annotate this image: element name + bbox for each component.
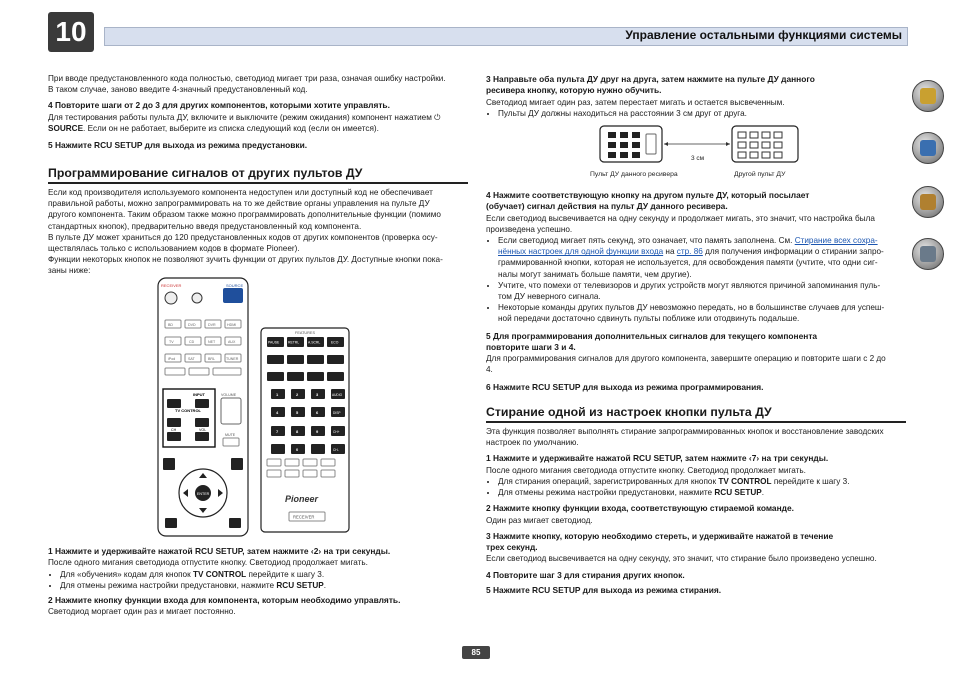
chapter-number: 10	[48, 12, 94, 52]
remote-num-6: 6	[316, 410, 319, 415]
r-step-6-heading: 6 Нажмите RCU SETUP для выхода из режима программирования.	[486, 381, 764, 392]
erase-step-3: 3 Нажмите кнопку, которую необходимо стереть, и удерживайте нажатой в течение	[486, 530, 834, 541]
remote-btn-tv: TV	[169, 340, 174, 344]
r-step-5-heading: 5 Для программирования дополнительных сигналов для текущего компонента	[486, 330, 818, 341]
r-step-4-bullet-3	[498, 302, 906, 324]
r-step-4-bullet-2	[498, 280, 906, 302]
remote-enter-label: ENTER	[197, 492, 210, 496]
r-step-4-text-2: произведена успешно.	[486, 224, 573, 234]
b-step-1-heading: 1 Нажмите и удерживайте нажатой RCU SETUP, затем нажмите ‹2› на три секунды.	[48, 546, 391, 556]
para-line-6: ществлялась только с использованием кодов в формате Pioneer).	[48, 244, 300, 254]
remote-mute-label: MUTE	[225, 433, 236, 437]
para-line-1: Если код производителя используемого компонента недоступен или доступный код не обеспечивает	[48, 188, 433, 197]
para-line-4: стандартных кнопок), предварительно введя предустановленный код компонента.	[48, 221, 362, 231]
b-step-2-heading: 2 Нажмите кнопку функции входа для компонента, которым необходимо управлять.	[48, 594, 401, 605]
r-bullet-1c: для получения информации о стирании запро-	[702, 247, 884, 257]
remote-ch-label: CH	[171, 428, 177, 432]
book-icon[interactable]	[912, 80, 944, 112]
r-step-3-bullet: • Пульты ДУ должны находиться на расстоянии 3 см друг от друга.	[498, 108, 906, 119]
r-bullet-3b: ной передачи достаточно сдвинуть пульты поближе или отодвинуть подальше.	[498, 314, 800, 324]
r-bullet-1e: налы могут занимать больше памяти, чем другие).	[498, 269, 692, 279]
b-step-1-text: После одного мигания светодиода отпустите кнопку. Светодиод продолжает мигать.	[48, 558, 368, 568]
remote-btn-dvd: DVD	[188, 323, 196, 327]
erase-rcu-setup-label: RCU SETUP	[714, 488, 762, 498]
remote-btn-aux: AUX	[228, 340, 236, 344]
remote-volume-label: VOLUME	[221, 393, 237, 397]
r-step-4-heading: 4 Нажмите соответствующую кнопку на другом пульте ДУ, который посылает	[486, 190, 810, 200]
right-column-top	[486, 74, 906, 119]
remote-btn-retrl: RETRL	[288, 340, 300, 345]
remote-vol-label: VOL	[199, 428, 207, 432]
remote-btn-cd: CD	[189, 340, 195, 344]
r-step-5-text-1: Для программирования сигналов для другого компонента, завершите операцию и повторите шаги с 2 до	[486, 354, 886, 364]
erase-all-link-1[interactable]: Стирание всех сохра-	[794, 236, 878, 245]
remote-btn-disp: DISP	[333, 411, 341, 415]
two-remotes-figure	[588, 122, 808, 184]
erase-step-3b: трех секунд.	[486, 542, 538, 553]
remote-receiver-plate: RECEIVER	[293, 514, 315, 520]
section-title-erase: Стирание одной из настроек кнопки пульта ДУ	[486, 405, 906, 423]
page-number: 85	[462, 646, 490, 659]
r-step-3-heading-b: ресивера кнопку, которую нужно обучить.	[486, 85, 662, 96]
settings-icon[interactable]	[912, 132, 944, 164]
b-step-1-bullet-1	[60, 569, 468, 580]
erase-step-1: 1 Нажмите и удерживайте нажатой RCU SETUP, затем нажмите ‹7› на три секунды.	[486, 453, 829, 464]
step-4-text-2	[48, 123, 468, 134]
page-title: Управление остальными функциями системы	[625, 28, 902, 42]
remote-num-0: 0	[296, 447, 299, 452]
distance-label: 3 см	[691, 155, 705, 162]
step-4-text-2b: . Если он не работает, выберите из списка следующий код (если он имеется).	[83, 123, 379, 133]
remote-tvcontrol-label: TV CONTROL	[175, 408, 201, 413]
erase-all-link-2[interactable]: нённых настроек для одной функции входа	[498, 247, 664, 257]
r-bullet-3a: Некоторые команды других пультов ДУ невозможно передать, но в большинстве случаев для успеш-	[498, 303, 885, 313]
remote-num-5: 5	[296, 410, 299, 415]
erase-step-1-bullet-2	[498, 487, 906, 498]
remote-btn-hdmi: HDMI	[227, 323, 237, 327]
r-step-4-bullet-1	[498, 235, 906, 280]
remote-btn-ascrl: A.SCRL	[308, 340, 321, 345]
remote-btn-pause: PAUSE	[268, 340, 280, 345]
r-step-3-heading: 3 Направьте оба пульта ДУ друг на друга, затем нажмите на пульте ДУ данного	[486, 74, 815, 84]
para-line-2: правильной работы, можно запрограммировать на то же действие органы управления на пульте ДУ	[48, 199, 430, 209]
erase-b2c: .	[761, 488, 764, 498]
remote-num-9: 9	[316, 429, 319, 434]
step-5-heading: 5 Нажмите RCU SETUP для выхода из режима предустановки.	[48, 140, 308, 151]
right-column-middle	[486, 190, 906, 393]
remote-btn-ch-minus: CH-	[333, 448, 339, 452]
remote-icon[interactable]	[912, 238, 944, 270]
left-section	[48, 166, 468, 277]
remote-num-2: 2	[296, 392, 299, 397]
remote-features-label: FEATURES	[295, 331, 315, 335]
remote-num-8: 8	[296, 429, 299, 434]
page-86-link[interactable]: стр. 86	[676, 247, 703, 257]
erase-b1a: Для стирания операций, зарегистрированных для кнопок	[498, 476, 719, 486]
erase-step-1-bullet-1	[498, 476, 906, 487]
r-step-4-text-1: Если светодиод высвечивается на одну секунду и продолжает мигать, это значит, что настройка была	[486, 213, 875, 223]
remote-btn-net: NET	[208, 340, 216, 344]
para-line-5: В пульте ДУ может храниться до 120 предустановленных кодов от других компонентов (проверка осу-	[48, 232, 438, 242]
remote-btn-bd: BD	[168, 323, 173, 327]
remote-source-label: SOURCE	[226, 283, 244, 288]
rcu-setup-label: RCU SETUP	[276, 580, 324, 590]
para-line-7: Функции некоторых кнопок не позволяют зучить функции от других пультов ДУ. Доступные кнопки пока-	[48, 255, 443, 265]
r-bullet-2b: том ДУ неверного сигнала.	[498, 292, 601, 302]
erase-step-2-text: Один раз мигает светодиод.	[486, 515, 593, 525]
r-step-5-heading-b: повторите шаги 3 и 4.	[486, 341, 576, 352]
erase-step-2: 2 Нажмите кнопку функции входа, соответствующую стираемой команде.	[486, 503, 794, 514]
remote-num-7: 7	[276, 429, 279, 434]
step-4-text-1: Для тестирования работы пульта ДУ, включите и выключите (режим ожидания) компонент нажатием ⏻	[48, 112, 441, 122]
erase-step-3-text: Если светодиод высвечивается на одну секунду, это значит, что стирание было произведено успешно.	[486, 554, 877, 564]
remote-illustration	[155, 276, 355, 538]
r-step-4-heading-b: (обучает) сигнал действия на пульт ДУ данного ресивера.	[486, 201, 728, 212]
r-bullet-2a: Учтите, что помехи от телевизоров и других устройств могут являются причиной запоминания пуль-	[498, 280, 881, 290]
right-section-erase	[486, 405, 906, 596]
left-column	[48, 73, 468, 151]
remote-brand-logo: Pioneer	[285, 494, 319, 504]
remote-input-label: INPUT	[193, 392, 205, 397]
help-icon[interactable]	[912, 186, 944, 218]
erase-para-1: Эта функция позволяет выполнять стирание запрограммированных кнопок и восстановление заводских	[486, 427, 884, 436]
remote-btn-audio: AUDIO	[332, 393, 343, 397]
tv-control-label: TV CONTROL	[192, 569, 247, 579]
erase-b1c: перейдите к шагу 3.	[771, 476, 850, 486]
erase-step-4: 4 Повторите шаг 3 для стирания других кнопок.	[486, 569, 685, 580]
erase-step-1-text: После одного мигания светодиода отпустите кнопку. Светодиод продолжает мигать.	[486, 465, 806, 475]
remote-num-1: 1	[276, 392, 279, 397]
intro-line-1: При вводе предустановленного кода полностью, светодиод мигает три раза, означая ошибку настройки.	[48, 74, 446, 83]
other-remote-caption: Другой пульт ДУ	[734, 171, 786, 178]
this-remote-caption: Пульт ДУ данного ресивера	[590, 171, 678, 178]
r-bullet-1b: на	[663, 247, 677, 257]
remote-num-4: 4	[276, 410, 279, 415]
erase-step-5: 5 Нажмите RCU SETUP для выхода из режима стирания.	[486, 584, 722, 595]
remote-btn-ipod: iPod	[168, 357, 176, 361]
r-bullet-1a: Если светодиод мигает пять секунд, это означает, что память заполнена. См.	[498, 236, 795, 245]
r-bullet-1d: граммированной кнопки, которая не используется, для освобождения памяти (учтите, что одни сиг-	[498, 258, 878, 268]
remote-btn-ch-plus: CH+	[333, 430, 340, 434]
b-step-1-bullet-2c: .	[323, 580, 326, 590]
remote-btn-eco: ECO	[331, 340, 339, 345]
r-step-5-text-2: 4.	[486, 365, 493, 375]
intro-line-2: В таком случае, заново введите 4-значный предустановленный код.	[48, 85, 308, 95]
b-step-2-text: Светодиод моргает один раз и мигает постоянно.	[48, 607, 236, 617]
section-title-programming: Программирование сигналов от других пультов ДУ	[48, 166, 468, 184]
remote-btn-brl: BRL	[208, 357, 215, 361]
erase-tv-control-label: TV CONTROL	[718, 476, 772, 486]
remote-num-3: 3	[316, 392, 319, 397]
remote-btn-sat: SAT	[188, 357, 195, 361]
r-step-3-text: Светодиод мигает один раз, затем перестает мигать и остается высвеченным.	[486, 97, 785, 107]
b-step-1-bullet-1a: Для «обучения» кодам для кнопок	[60, 569, 193, 579]
step-4-heading: 4 Повторите шаги от 2 до 3 для других компонентов, которыми хотите управлять.	[48, 100, 390, 111]
erase-para-2: настроек по умолчанию.	[486, 438, 579, 448]
remote-btn-tuner: TUNER	[226, 357, 239, 361]
erase-b2a: Для отмены режима настройки предустановки, нажмите	[498, 488, 715, 498]
b-step-1-bullet-2a: Для отмены режима настройки предустановки, нажмите	[60, 580, 277, 590]
left-steps-bottom	[48, 546, 468, 617]
source-label: SOURCE	[48, 123, 84, 133]
b-step-1-bullet-2	[60, 580, 468, 591]
remote-btn-dvr: DVR	[208, 323, 216, 327]
remote-receiver-label: RECEIVER	[161, 283, 182, 288]
b-step-1-bullet-1c: перейдите к шагу 3.	[246, 569, 325, 579]
para-line-3: другого компонента. Таким образом также можно программировать дополнительные функции (помимо	[48, 210, 441, 220]
para-line-8: заны ниже:	[48, 266, 91, 276]
